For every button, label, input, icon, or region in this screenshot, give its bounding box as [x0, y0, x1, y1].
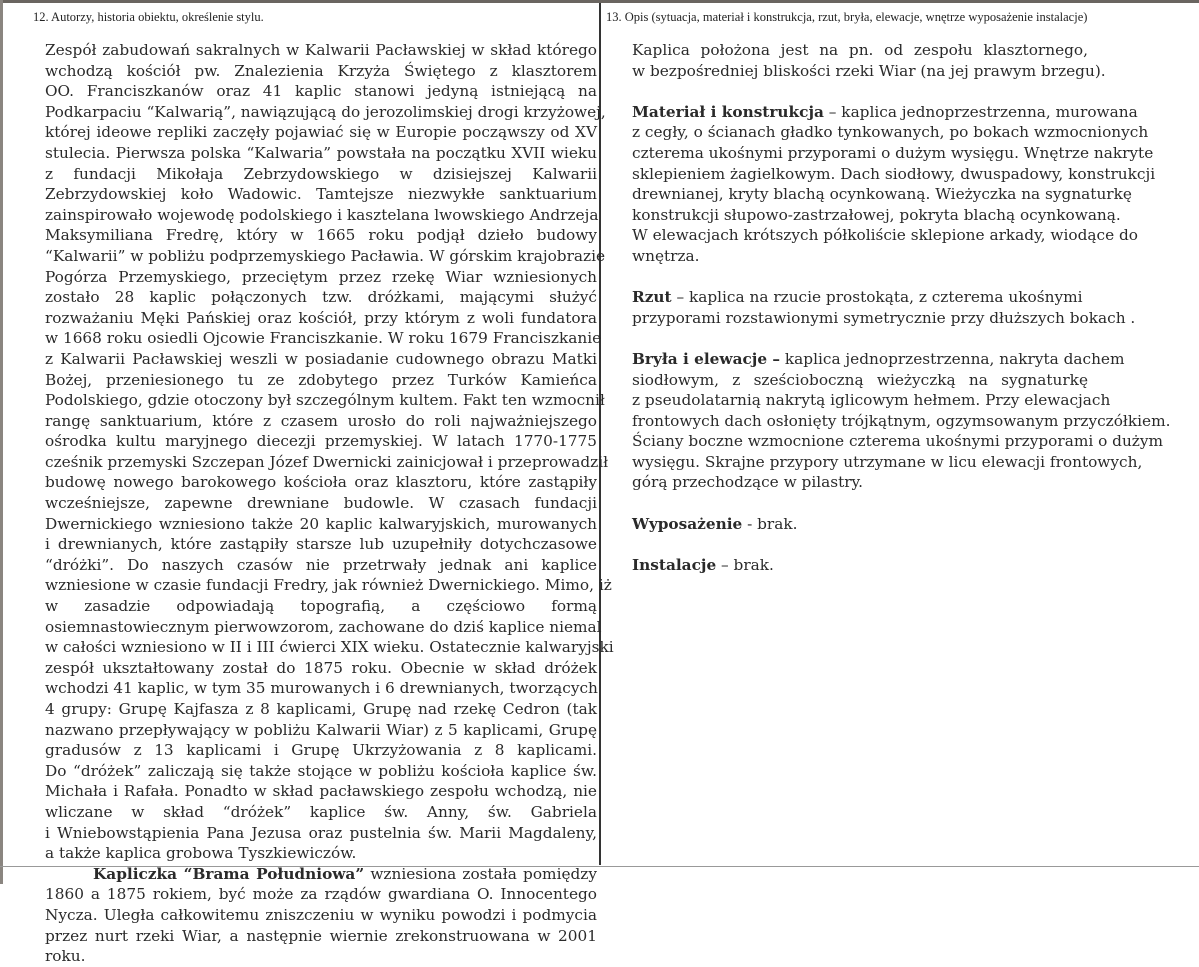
text-line [45, 905, 597, 926]
line-text: Bożej, przeniesionego tu ze zdobytego przez Turków Kamieńca [45, 370, 597, 389]
line-text: stulecia. Pierwsza polska “Kalwaria” powstała na początku XVII wieku [45, 143, 597, 162]
line-text: górą przechodzące w pilastry. [632, 473, 864, 492]
line-text: – kaplica na rzucie prostokąta, z czterema ukośnymi [671, 288, 1083, 307]
line-text: siodłowym, z sześcioboczną wieżyczką na sygnaturkę [632, 370, 1088, 389]
text-line [45, 864, 597, 885]
text-line [45, 617, 602, 638]
line-text: wnętrza. [632, 246, 700, 265]
line-text: wliczane w skład “dróżek” kaplice św. Anny, św. Gabriela [45, 802, 597, 821]
text-line [45, 349, 597, 370]
line-text: - brak. [742, 514, 798, 533]
text-line [45, 61, 597, 82]
text-line [45, 472, 597, 493]
text-line [45, 843, 597, 864]
line-text: w 1668 roku osiedli Ojcowie Franciszkanie. W roku 1679 Franciszkanie [45, 329, 602, 348]
text-line [45, 452, 609, 473]
text-line [45, 431, 597, 452]
paragraph [45, 40, 614, 864]
text-line [45, 390, 605, 411]
line-text: Dwernickiego wzniesiono także 20 kaplic kalwaryjskich, murowanych [45, 514, 597, 533]
bold-heading: Materiał i konstrukcja [632, 102, 824, 121]
text-line [632, 308, 1136, 329]
text-line [45, 823, 597, 844]
text-line [45, 926, 597, 947]
line-text: wchodzą kościół pw. Znalezienia Krzyża Świętego z klasztorem [45, 61, 597, 80]
text-line [45, 637, 614, 658]
line-text: zespół ukształtowany został do 1875 roku. Obecnie w skład dróżek [45, 658, 597, 677]
text-line [632, 184, 1132, 205]
line-text: z pseudolatarnią nakrytą iglicowym hełmem. Przy elewacjach [632, 391, 1111, 410]
text-line [45, 308, 597, 329]
page-left-border [0, 0, 3, 884]
line-text: cześnik przemyski Szczepan Józef Dwernicki zainicjował i przeprowadził [45, 452, 609, 471]
line-text: wcześniejsze, zapewne drewniane budowle. W czasach fundacji [45, 494, 597, 513]
paragraph [632, 287, 1136, 328]
line-text: wzniesione w czasie fundacji Fredry, jak również Dwernickiego. Mimo, iż [45, 576, 612, 595]
line-text: Kaplica położona jest na pn. od zespołu klasztornego, [632, 41, 1088, 59]
text-line [45, 658, 597, 679]
line-text: Podkarpaciu “Kalwarią”, nawiązującą do jerozolimskiej drogi krzyżowej, [45, 102, 606, 121]
text-line [45, 946, 597, 967]
line-text: której ideowe repliki zaczęły pojawiać się w Europie począwszy od XV [45, 123, 597, 142]
line-text: osiemnastowiecznym pierwowzorom, zachowane do dziś kaplice niemal [45, 617, 602, 636]
line-text: Maksymiliana Fredrę, który w 1665 roku podjął dzieło budowy [45, 226, 597, 245]
line-text: czterema ukośnymi przyporami o dużym wysięgu. Wnętrze nakryte [632, 143, 1154, 162]
line-text: roku. [45, 947, 86, 966]
text-line [45, 143, 597, 164]
text-line [632, 287, 1088, 308]
text-line [45, 328, 602, 349]
text-line [45, 802, 597, 823]
line-text: – brak. [716, 555, 774, 574]
line-text: 4 grupy: Grupę Kajfasza z 8 kaplicami, Grupę nad rzekę Cedron (tak [45, 700, 597, 718]
text-line [45, 884, 597, 905]
line-text: frontowych dach osłonięty trójkątnym, ogzymsowanym przyczółkiem. [632, 411, 1171, 430]
line-text: w zasadzie odpowiadają topografią, a częściowo formą [45, 597, 597, 616]
line-text: z cegły, o ścianach gładko tynkowanych, po bokach wzmocnionych [632, 123, 1149, 142]
text-line [632, 431, 1163, 452]
line-text: w całości wzniesiono w II i III ćwierci XIX wieku. Ostatecznie kalwaryjski [45, 638, 614, 657]
text-line [45, 184, 597, 205]
line-text: – kaplica jednoprzestrzenna, murowana [823, 102, 1138, 121]
line-text: Do “dróżek” zaliczają się także stojące w pobliżu kościoła kaplice św. [45, 761, 597, 780]
line-text: zainspirowało wojewodę podolskiego i kasztelana lwowskiego Andrzeja [45, 205, 599, 224]
line-text: przez nurt rzeki Wiar, a następnie wiernie zrekonstruowana w 2001 [45, 926, 597, 945]
text-line [45, 740, 597, 761]
line-text: “dróżki”. Do naszych czasów nie przetrwały jednak ani kaplice [45, 555, 597, 574]
text-line [45, 164, 597, 185]
line-text: i Wniebowstąpienia Pana Jezusa oraz pustelnia św. Marii Magdaleny, [45, 823, 597, 842]
line-text: 1860 a 1875 rokiem, być może za rządów gwardiana O. Innocentego [45, 885, 597, 904]
text-line [45, 370, 597, 391]
line-text: kaplica jednoprzestrzenna, nakryta dachem [780, 349, 1125, 368]
line-text: przyporami rozstawionymi symetrycznie przy dłuższych bokach . [632, 308, 1136, 327]
text-line [45, 493, 597, 514]
line-text: Zebrzydowskiej koło Wadowic. Tamtejsze niezwykłe sanktuarium [45, 185, 597, 204]
text-line [45, 555, 597, 576]
paragraph [632, 555, 1088, 576]
line-text: Podolskiego, gdzie otoczony był szczególnym kultem. Fakt ten wzmocnił [45, 391, 605, 410]
paragraph [632, 514, 1088, 535]
text-line [45, 81, 597, 102]
text-line [45, 678, 597, 699]
line-text: Zespół zabudowań sakralnych w Kalwarii Pacławskiej w skład którego [45, 41, 597, 59]
line-text: “Kalwarii” w pobliżu podprzemyskiego Pacławia. W górskim krajobrazie [45, 246, 606, 265]
text-line [632, 40, 1088, 61]
text-line [632, 349, 1125, 370]
text-line [45, 596, 597, 617]
text-line [632, 472, 1088, 493]
paragraph [45, 864, 597, 967]
line-text: konstrukcji słupowo-zastrzałowej, pokryta blachą ocynkowaną. [632, 205, 1121, 224]
paragraph [632, 349, 1171, 493]
text-line [45, 699, 597, 720]
text-line [632, 164, 1156, 185]
line-text: Ściany boczne wzmocnione czterema ukośnymi przyporami o dużym [632, 432, 1163, 451]
column-divider [599, 3, 601, 865]
bold-heading: Bryła i elewacje – [632, 349, 781, 368]
bold-heading: Instalacje [632, 555, 717, 574]
description-text-column [632, 40, 1171, 596]
text-line [632, 143, 1154, 164]
line-text: sklepieniem żagielkowym. Dach siodłowy, dwuspadowy, konstrukcji [632, 164, 1156, 183]
line-text: wysięgu. Skrajne przypory utrzymane w licu elewacji frontowych, [632, 452, 1143, 471]
line-text: Pogórza Przemyskiego, przeciętym przez rzekę Wiar wzniesionych [45, 267, 597, 286]
line-text: Michała i Rafała. Ponadto w skład pacławskiego zespołu wchodzą, nie [45, 782, 597, 801]
text-line [45, 411, 597, 432]
text-line [632, 390, 1111, 411]
bold-heading: Wyposażenie [632, 514, 743, 533]
text-line [45, 720, 597, 741]
line-text: i drewnianych, które zastąpiły starsze lub uzupełniły dotychczasowe [45, 535, 597, 554]
text-line [632, 225, 1138, 246]
text-line [632, 102, 1138, 123]
text-line [45, 534, 597, 555]
text-line [632, 205, 1121, 226]
text-line [45, 40, 597, 61]
text-line [632, 452, 1143, 473]
line-text: z Kalwarii Pacławskiej weszli w posiadanie cudownego obrazu Matki [45, 349, 597, 368]
bold-heading: Kapliczka “Brama Południowa” [93, 864, 365, 883]
line-text: rozważaniu Męki Pańskiej oraz kościół, przy którym z woli fundatora [45, 308, 597, 327]
text-line [45, 575, 612, 596]
bold-heading: Rzut [632, 288, 672, 307]
line-text: a także kaplica grobowa Tyszkiewiczów. [45, 844, 357, 863]
text-line [632, 61, 1106, 82]
line-text: drewnianej, kryty blachą ocynkowaną. Wieżyczka na sygnaturkę [632, 185, 1132, 204]
text-line [632, 555, 1088, 576]
line-text: nazwano przepływający w pobliżu Kalwarii Wiar) z 5 kaplicami, Grupę [45, 720, 597, 739]
line-text: ośrodka kultu maryjnego diecezji przemyskiej. W latach 1770-1775 [45, 432, 597, 451]
line-text: W elewacjach krótszych półkoliście sklepione arkady, wiodące do [632, 226, 1138, 245]
line-text: budowę nowego barokowego kościoła oraz klasztoru, które zastąpiły [45, 473, 597, 492]
line-text: wchodzi 41 kaplic, w tym 35 murowanych i 6 drewnianych, tworzących [45, 679, 598, 698]
line-text: gradusów z 13 kaplicami i Grupę Ukrzyżowania z 8 kaplicami. [45, 741, 597, 760]
text-line [45, 761, 597, 782]
text-line [45, 246, 606, 267]
text-line [632, 246, 1088, 267]
line-text: OO. Franciszkanów oraz 41 kaplic stanowi jedyną istniejącą na [45, 82, 597, 101]
paragraph [632, 40, 1106, 81]
text-line [45, 205, 597, 226]
line-text: zostało 28 kaplic połączonych tzw. dróżkami, mającymi służyć [45, 288, 597, 307]
line-text: rangę sanktuarium, które z czasem urosło do roli najważniejszego [45, 411, 597, 430]
line-text: w bezpośredniej bliskości rzeki Wiar (na jej prawym brzegu). [632, 61, 1106, 80]
section-13-header: 13. Opis (sytuacja, materiał i konstrukcja, rzut, bryła, elewacje, wnętrze wyposażenie instalacje) [606, 10, 1088, 24]
text-line [45, 287, 597, 308]
line-text: Nycza. Uległa całkowitemu zniszczeniu w wyniku powodzi i podmycia [45, 905, 597, 924]
history-text-column [45, 40, 614, 967]
section-12-header: 12. Autorzy, historia obiektu, określenie stylu. [33, 10, 264, 24]
text-line [632, 514, 1088, 535]
text-line [632, 411, 1171, 432]
text-line [45, 267, 597, 288]
paragraph [632, 102, 1156, 267]
text-line [45, 781, 597, 802]
text-line [45, 102, 606, 123]
line-text: z fundacji Mikołaja Zebrzydowskiego w dzisiejszej Kalwarii [45, 164, 597, 183]
line-text: wzniesiona została pomiędzy [364, 864, 598, 883]
text-line [632, 122, 1149, 143]
text-line [45, 514, 597, 535]
text-line [45, 122, 597, 143]
text-line [632, 370, 1088, 391]
text-line [45, 225, 597, 246]
